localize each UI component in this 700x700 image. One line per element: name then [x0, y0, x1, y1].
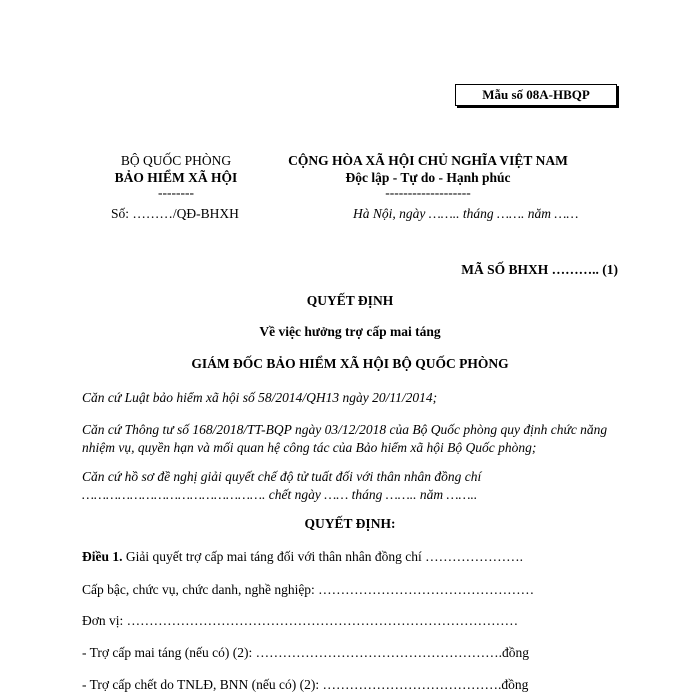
unit-line: Đơn vị: ……………………………………………………………………………: [82, 613, 519, 628]
form-code-box: [455, 84, 617, 106]
country-name: CỘNG HÒA XÃ HỘI CHỦ NGHĨA VIỆT NAM: [288, 153, 568, 168]
decision-number: Số: ………/QĐ-BHXH: [111, 206, 239, 221]
legal-basis-3: Căn cứ hồ sơ đề nghị giải quyết chế độ tử tuất đối với thân nhân đồng chí: [82, 469, 482, 484]
ministry-name: BỘ QUỐC PHÒNG: [120, 153, 232, 168]
form-code: Mẫu số 08A-HBQP: [482, 87, 590, 102]
document-title: QUYẾT ĐỊNH: [306, 293, 394, 308]
legal-basis-2: Căn cứ Thông tư số 168/2018/TT-BQP ngày 03/12/2018 của Bộ Quốc phòng quy định chức năng nhiệm vụ, quyền hạn và mối quan hệ công tác của Bảo hiểm xã hội Bộ Quốc phòng;: [82, 422, 608, 455]
national-motto: Độc lập - Tự do - Hạnh phúc: [345, 170, 511, 185]
article-1-text: Giải quyết trợ cấp mai táng đối với thân nhân đồng chí ………………….: [122, 549, 523, 564]
funeral-allowance-line: - Trợ cấp mai táng (nếu có) (2): ……………………………………………….đồng: [82, 645, 529, 660]
rank-line: Cấp bậc, chức vụ, chức danh, nghề nghiệp: …………………………………………: [82, 582, 535, 597]
right-header: [280, 152, 576, 200]
left-header-dashes: --------: [158, 185, 194, 200]
accident-allowance-line: - Trợ cấp chết do TNLĐ, BNN (nếu có) (2): ………………………………….đồng: [82, 677, 529, 692]
issuer-title: GIÁM ĐỐC BẢO HIỂM XÃ HỘI BỘ QUỐC PHÒNG: [191, 356, 509, 371]
article-1-label: Điều 1.: [82, 549, 123, 564]
document-subtitle: Về việc hưởng trợ cấp mai táng: [259, 324, 441, 339]
left-header: [96, 152, 256, 200]
right-header-dashes: -------------------: [385, 185, 471, 200]
article-1: [82, 549, 523, 565]
agency-name: BẢO HIỂM XÃ HỘI: [114, 170, 238, 185]
legal-basis-3-continued: ………………………………………. chết ngày …… tháng …….. năm ……..: [82, 487, 478, 502]
place-date: Hà Nội, ngày …….. tháng ……. năm ……: [353, 206, 579, 221]
legal-basis-1: Căn cứ Luật bảo hiểm xã hội số 58/2014/QH13 ngày 20/11/2014;: [82, 390, 438, 405]
decision-heading: QUYẾT ĐỊNH:: [304, 516, 396, 531]
bhxh-code: MÃ SỐ BHXH ……….. (1): [461, 262, 618, 277]
